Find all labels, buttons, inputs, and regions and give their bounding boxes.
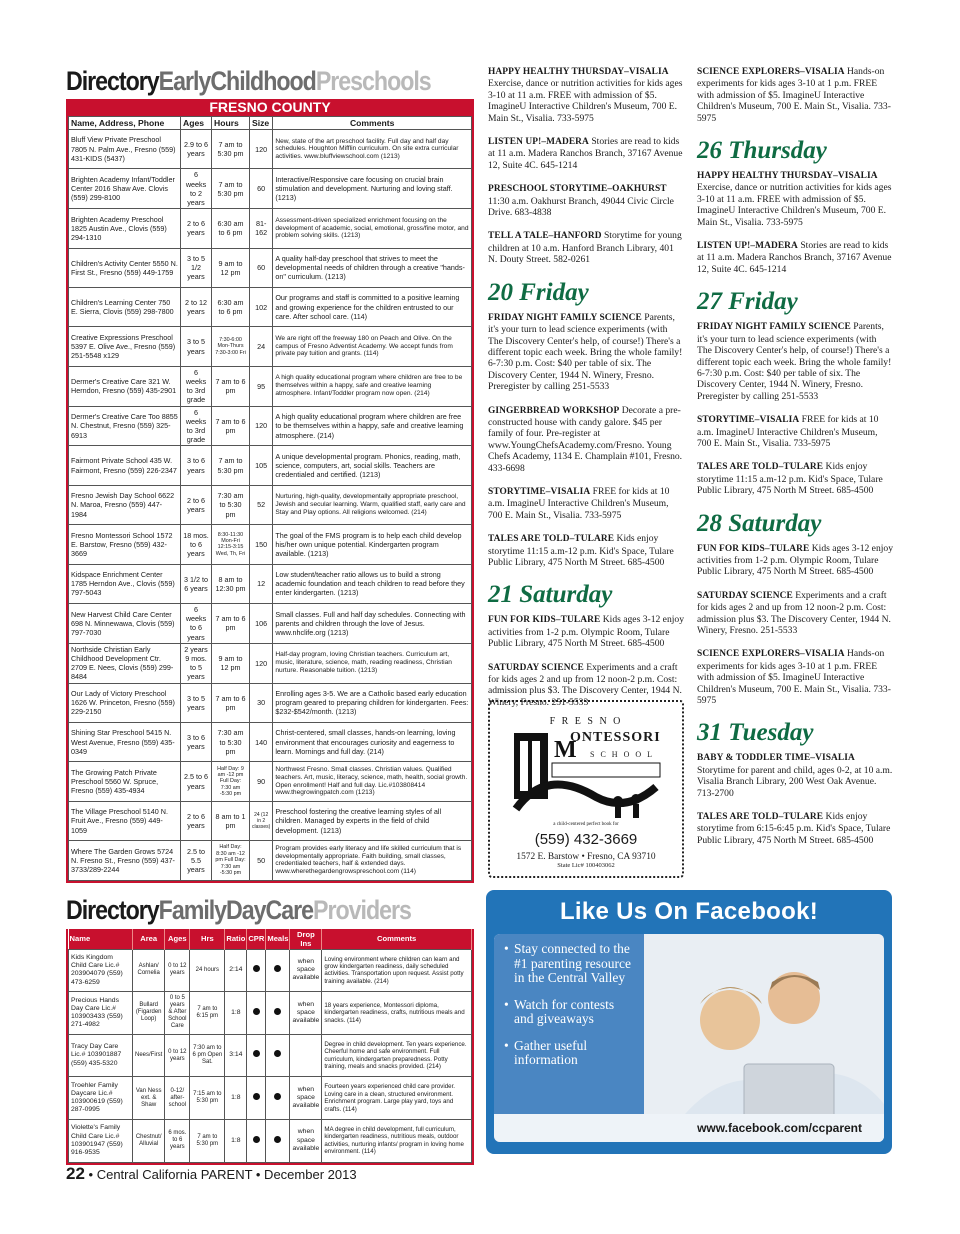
- preschool-comments-cell: New, state of the art preschool facility. Full day and half day schedules. Houghton Mifflin curriculum. On site extra curricular activities. www.bluffviewschool.com (1213): [273, 130, 472, 169]
- event-description: Kids enjoy storytime 11:15 a.m-12 p.m. Kid's Space, Tulare Public Library, 475 North M Street. 685-4500: [697, 461, 883, 497]
- calendar-event: [697, 648, 893, 706]
- preschool-comments-cell: A unique developmental program. Phonics, reading, math, science, computers, art, social skills. Teachers are credentialed and certified. (1213): [273, 446, 472, 485]
- preschool-hours-cell: Half Day: 8:30 am -12 pm Full Day: 7:30 am -5:30 pm: [212, 841, 250, 880]
- calendar-date-heading: 28 Saturday: [697, 509, 822, 537]
- event-title: PRESCHOOL STORYTIME–OAKHURST: [488, 184, 667, 195]
- event-description: Experiments and a craft for kids ages 2 and up from 12 noon-2 p.m. Cost: admission plus $3. The Discovery Center, 1944 N. Winery, Fresno. 251-5533: [488, 661, 682, 708]
- preschool-row: [69, 287, 472, 326]
- preschool-size-cell: 24 (12 in 2 classes): [250, 801, 273, 840]
- preschool-hours-cell: Half Day: 9 am -12 pm Full Day: 7:30 am -5:30 pm: [212, 762, 250, 801]
- event-description: Kids ages 3-12 enjoy activities from 1-2 p.m. Olympic Room, Tulare Public Library, 475 North M Street. 685-4500: [697, 542, 894, 578]
- event-title: SATURDAY SCIENCE: [488, 662, 584, 673]
- col-header-comments: Comments: [273, 117, 472, 130]
- preschool-size-cell: 30: [250, 683, 273, 722]
- family-cpr-cell: [247, 1034, 266, 1077]
- preschool-comments-cell: Low student/teacher ratio allows us to build a strong academic foundation and teach children to read before they enter kindergarten. (1213): [273, 564, 472, 603]
- event-title: SCIENCE EXPLORERS–VISALIA: [697, 67, 845, 77]
- preschool-hours-cell: 9 am to 12 pm: [212, 248, 250, 287]
- preschool-ages-cell: 18 mos. to 6 years: [181, 525, 212, 564]
- preschool-size-cell: 12: [250, 564, 273, 603]
- preschool-name-cell: The Village Preschool 5140 N. Fruit Ave., Fresno (559) 449-1059: [69, 801, 181, 840]
- calendar-event: [488, 136, 684, 171]
- preschool-hours-cell: 7 am to 5:30 pm: [212, 130, 250, 169]
- preschool-comments-cell: Preschool fostering the creative learning styles of all children. Managed by experts in the field of child development. (1213): [273, 801, 472, 840]
- preschool-ages-cell: 2.9 to 6 years: [181, 130, 212, 169]
- calendar-event: [488, 486, 684, 521]
- facebook-url-link[interactable]: www.facebook.com/ccparent: [494, 1114, 884, 1142]
- event-title: TALES ARE TOLD–TULARE: [697, 462, 824, 473]
- calendar-event: [697, 811, 893, 846]
- preschool-ages-cell: 6 weeks to 3rd grade: [181, 406, 212, 446]
- fam-header-name: Name: [69, 929, 133, 950]
- family-ages-cell: 0-12/ after-school: [165, 1077, 190, 1120]
- page-footer: [66, 1164, 357, 1184]
- event-description: Kids ages 3-12 enjoy activities from 1-2 p.m. Olympic Room, Tulare Public Library, 475 North M Street. 685-4500: [488, 614, 685, 650]
- col-header-name: Name, Address, Phone: [69, 117, 181, 130]
- family-ages-cell: 6 mos. to 6 years: [165, 1119, 190, 1162]
- calendar-event: [488, 66, 684, 124]
- family-meals-cell: [266, 992, 290, 1035]
- event-title: STORYTIME–VISALIA: [697, 415, 800, 426]
- family-name-cell: Violette's Family Child Care Lic.# 103901947 (559) 916-9535: [69, 1119, 133, 1162]
- cpr-dot-icon: [253, 965, 260, 972]
- family-dropins-cell: when space available: [290, 1077, 322, 1120]
- family-hrs-cell: 7:30 am to 6 pm Open Sat.: [190, 1034, 225, 1077]
- preschool-comments-cell: Small classes. Full and half day schedules. Connecting with parents and children through the love of Jesus. www.nhclife.org (1213): [273, 603, 472, 643]
- calendar-event: [697, 170, 893, 228]
- family-name-cell: Troehler Family Daycare Lic.# 103900619 (559) 287-0995: [69, 1077, 133, 1120]
- preschool-hours-cell: 7 am to 5:30 pm: [212, 446, 250, 485]
- montessori-fresno: F R E S N O: [549, 716, 623, 727]
- preschool-comments-cell: Nurturing, high-quality, developmentally appropriate preschool, Jewish and secular learning. Warm, qualified staff, early care and Stay and Play options. All religions welcomed. (214): [273, 485, 472, 524]
- preschool-hours-cell: 7 am to 6 pm: [212, 683, 250, 722]
- preschool-ages-cell: 6 weeks to 2 years: [181, 169, 212, 209]
- event-description: Parents, it's your turn to lead science experiments (with The Discovery Center's help, of course!) There's a different topic each week. Bring the whole family! 6-7:30 p.m. Cost: $40 per table of six. The Discovery Center, 1944 N. Winery, Fresno. Preregister by calling 251-5533: [697, 321, 892, 402]
- preschool-ages-cell: 2 to 6 years: [181, 801, 212, 840]
- event-title: HAPPY HEALTHY THURSDAY–VISALIA: [488, 67, 669, 77]
- fam-header-cpr: CPR: [247, 929, 266, 950]
- preschool-size-cell: 50: [250, 841, 273, 880]
- preschool-row: [69, 248, 472, 287]
- col-header-hours: Hours: [212, 117, 250, 130]
- event-description: Kids enjoy storytime 11:15 a.m-12 p.m. Kid's Space, Tulare Public Library, 475 North M Street. 685-4500: [488, 533, 674, 568]
- preschool-row: [69, 485, 472, 524]
- preschool-hours-cell: 8 am to 1 pm: [212, 801, 250, 840]
- family-row: [69, 1077, 472, 1120]
- family-dropins-cell: when space available: [290, 992, 322, 1035]
- preschool-name-cell: Northside Christian Early Childhood Development Ctr. 2709 E. Nees, Clovis (559) 299-8484: [69, 643, 181, 683]
- preschool-comments-cell: A high quality educational program where children are free to be themselves within a happy, safe and creative learning atmosphere. (214): [273, 406, 472, 446]
- event-description: Hands-on experiments for kids ages 3-10 at 1 p.m. FREE with admission of $5. ImagineU Interactive Children's Museum, 700 E. Main St., Visalia. 733-5975: [697, 66, 891, 124]
- event-description: Exercise, dance or nutrition activities for kids ages 3-10 at 11 a.m. FREE with admission of $5. ImagineU Interactive Children's Museum, 700 E. Main St., Visalia. 733-5975: [697, 182, 892, 228]
- preschool-row: [69, 801, 472, 840]
- preschool-name-cell: Where The Garden Grows 5724 N. Fresno St., Fresno (559) 437-3733/289-2244: [69, 841, 181, 880]
- family-cpr-cell: [247, 992, 266, 1035]
- preschool-ages-cell: 3 to 5 years: [181, 327, 212, 366]
- preschool-size-cell: 106: [250, 603, 273, 643]
- calendar-date-heading: 20 Friday: [488, 278, 589, 306]
- directory-column: [66, 62, 474, 1165]
- event-description: Kids enjoy storytime from 6:15-6:45 p.m. Kid's Space, Tulare Public Library, 475 North M Street. 685-4500: [697, 811, 891, 846]
- preschool-row: [69, 366, 472, 406]
- family-hrs-cell: 7 am to 6:15 pm: [190, 992, 225, 1035]
- event-description: Storytime for young children at 10 a.m. Hanford Branch Library, 401 N. Douty Street. 582-0261: [488, 230, 682, 266]
- family-ratio-cell: 1:8: [225, 1119, 247, 1162]
- preschool-ages-cell: 2 to 12 years: [181, 287, 212, 326]
- family-area-cell: Ashlan/ Cornelia: [133, 949, 165, 992]
- family-cpr-cell: [247, 1077, 266, 1120]
- calendar-event: [697, 752, 893, 799]
- family-area-cell: Bullard (Figarden Loop): [133, 992, 165, 1035]
- preschool-name-cell: Kidspace Enrichment Center 1785 Herndon Ave., Clovis (559) 797-5043: [69, 564, 181, 603]
- preschool-hours-cell: 7:30 am to 5:30 pm: [212, 485, 250, 524]
- preschool-ages-cell: 3 to 6 years: [181, 446, 212, 485]
- preschool-row: [69, 406, 472, 446]
- preschool-ages-cell: 2 years 9 mos. to 5 years: [181, 643, 212, 683]
- preschool-row: [69, 683, 472, 722]
- family-area-cell: Chestnut/ Alluvial: [133, 1119, 165, 1162]
- event-title: FRIDAY NIGHT FAMILY SCIENCE: [697, 322, 851, 333]
- preschool-size-cell: 60: [250, 248, 273, 287]
- fam-header-ages: Ages: [165, 929, 190, 950]
- preschool-hours-cell: 7 am to 5:30 pm: [212, 169, 250, 209]
- preschool-comments-cell: A high quality educational program where children are free to be themselves within a happy, safe and creative learning atmosphere. Infant/Toddler program now open. (214): [273, 366, 472, 406]
- event-title: FRIDAY NIGHT FAMILY SCIENCE: [488, 312, 642, 323]
- calendar-event: [488, 405, 684, 474]
- preschool-size-cell: 90: [250, 762, 273, 801]
- calendar-date-heading: 31 Tuesday: [697, 719, 814, 747]
- preschool-name-cell: Dermer's Creative Care 321 W. Herndon, Fresno (559) 435-2901: [69, 366, 181, 406]
- preschool-hours-cell: 8 am to 12:30 pm: [212, 564, 250, 603]
- preschool-ages-cell: 2 to 6 years: [181, 485, 212, 524]
- svg-text:M: M: [554, 737, 577, 763]
- fam-header-area: Area: [133, 929, 165, 950]
- meals-dot-icon: [274, 1008, 281, 1015]
- fam-header-hrs: Hrs: [190, 929, 225, 950]
- calendar-event: [488, 230, 684, 265]
- calendar-event: [697, 66, 893, 124]
- preschool-size-cell: 52: [250, 485, 273, 524]
- cpr-dot-icon: [253, 1050, 260, 1057]
- benefit-item: • Watch for contests and giveaways: [504, 998, 632, 1027]
- event-title: LISTEN UP!–MADERA: [488, 137, 589, 148]
- footer-text: • Central California PARENT • December 2013: [88, 1167, 357, 1182]
- county-banner: FRESNO COUNTY: [66, 99, 474, 116]
- preschool-table-frame: [66, 116, 474, 883]
- preschool-table: [68, 116, 472, 881]
- preschool-ages-cell: 2 to 6 years: [181, 209, 212, 248]
- preschool-name-cell: Brighten Academy Infant/Toddler Center 2016 Shaw Ave. Clovis (559) 299-8100: [69, 169, 181, 209]
- event-description: Storytime for parent and child, ages 0-2, at 10 a.m. Visalia Branch Library, 200 West Oak Avenue. 713-2700: [697, 764, 893, 799]
- family-row: [69, 1034, 472, 1077]
- family-hrs-cell: 24 hours: [190, 949, 225, 992]
- preschool-comments-cell: We are right off the freeway 180 on Peach and Olive. On the campus of Fresno Adventist Academy. We accept funds from private pay tuition and grants. (114): [273, 327, 472, 366]
- event-description: Exercise, dance or nutrition activities for kids ages 3-10 at 11 a.m. FREE with admission of $5. ImagineU Interactive Children's Museum, 700 E. Main St., Visalia. 733-5975: [488, 78, 683, 124]
- preschool-size-cell: 120: [250, 643, 273, 683]
- event-description: Stories are read to kids at 11 a.m. Madera Ranchos Branch, 37167 Avenue 12, Suite 4C. 645-1214: [488, 136, 683, 171]
- facebook-ad-panel: [494, 934, 884, 1142]
- event-description: Parents, it's your turn to lead science experiments (with The Discovery Center's help, of course!) There's a different topic each week. Bring the whole family! 6-7:30 p.m. Cost: $40 per table of six. The Discovery Center, 1944 N. Winery, Fresno. Preregister by calling 251-5533: [488, 311, 683, 393]
- preschool-hours-cell: 7 am to 6 pm: [212, 603, 250, 643]
- preschool-hours-cell: 7 am to 6 pm: [212, 406, 250, 446]
- fam-header-comments: Comments: [322, 929, 472, 950]
- family-dropins-cell: when space available: [290, 949, 322, 992]
- event-description: Stories are read to kids at 11 a.m. Madera Ranchos Branch, 37167 Avenue 12, Suite 4C. 645-1214: [697, 240, 892, 275]
- preschool-hours-cell: 9 am to 12 pm: [212, 643, 250, 683]
- preschool-name-cell: Brighten Academy Preschool 1825 Austin Ave., Clovis (559) 294-1310: [69, 209, 181, 248]
- montessori-address: 1572 E. Barstow • Fresno, CA 93710: [516, 852, 656, 862]
- preschool-comments-cell: Half-day program, loving Christian teachers. Curriculum art, music, literature, science, math, reading readiness, Christian nurture. Reasonable tuition. (1213): [273, 643, 472, 683]
- preschool-hours-cell: 8:30-11:30 Mon-Fri 12:15-3:15 Wed, Th, Fri: [212, 525, 250, 564]
- preschool-ages-cell: 2.5 to 6 years: [181, 762, 212, 801]
- family-name-cell: Tracy Day Care Lic.# 103901887 (559) 435-5320: [69, 1034, 133, 1077]
- preschool-row: [69, 643, 472, 683]
- preschool-size-cell: 95: [250, 366, 273, 406]
- preschool-directory-title: DirectoryEarlyChildhoodPreschools: [66, 66, 431, 96]
- event-title: LISTEN UP!–MADERA: [697, 241, 798, 252]
- preschool-size-cell: 81-162: [250, 209, 273, 248]
- preschool-row: [69, 564, 472, 603]
- family-row: [69, 949, 472, 992]
- preschool-name-cell: Dermer's Creative Care Too 8855 N. Chestnut, Fresno (559) 325-6913: [69, 406, 181, 446]
- event-description: Hands-on experiments for kids ages 3-10 at 1 p.m. FREE with admission of $5. ImagineU Interactive Children's Museum, 700 E. Main St., Visalia. 733-5975: [697, 648, 891, 707]
- preschool-hours-cell: 7:30-6:00 Mon-Thurs 7:30-3:00 Fri: [212, 327, 250, 366]
- fam-header-dropins: Drop Ins: [290, 929, 322, 950]
- benefit-item: • Stay connected to the #1 parenting resource in the Central Valley: [504, 942, 632, 986]
- family-meals-cell: [266, 1119, 290, 1162]
- preschool-row: [69, 209, 472, 248]
- facebook-benefits-list: [504, 942, 632, 1080]
- family-hrs-cell: 7 am to 5:30 pm: [190, 1119, 225, 1162]
- calendar-event: [697, 414, 893, 449]
- calendar-event: [697, 590, 893, 637]
- preschool-row: [69, 130, 472, 169]
- preschool-size-cell: 105: [250, 446, 273, 485]
- family-table: [68, 929, 472, 1163]
- montessori-ad[interactable]: [488, 700, 684, 878]
- event-title: HAPPY HEALTHY THURSDAY–VISALIA: [697, 171, 878, 182]
- family-comments-cell: Fourteen years experienced child care provider. Loving care in a clean, structured environment. Enrichment program. Large play yard, toys and crafts. (114): [322, 1077, 472, 1120]
- event-title: GINGERBREAD WORKSHOP: [488, 405, 620, 416]
- preschool-size-cell: 60: [250, 169, 273, 209]
- facebook-ad[interactable]: [486, 890, 892, 1154]
- col-header-size: Size: [250, 117, 273, 130]
- fam-header-ratio: Ratio: [225, 929, 247, 950]
- calendar-event: [488, 533, 684, 568]
- calendar-event: [697, 461, 893, 496]
- family-comments-cell: MA degree in child development, full curriculum, kindergarten readiness, nutritious meals, outdoor activities, nurturing infants/ program in loving home environment. (114): [322, 1119, 472, 1162]
- preschool-ages-cell: 6 weeks to 6 years: [181, 603, 212, 643]
- preschool-row: [69, 446, 472, 485]
- family-comments-cell: 18 years experience, Montessori diploma, kindergarten readiness, crafts, nutritious meals and snacks. (114): [322, 992, 472, 1035]
- preschool-name-cell: Fresno Montessori School 1572 E. Barstow, Fresno (559) 432-3669: [69, 525, 181, 564]
- preschool-row: [69, 169, 472, 209]
- preschool-size-cell: 24: [250, 327, 273, 366]
- meals-dot-icon: [274, 1136, 281, 1143]
- preschool-size-cell: 120: [250, 130, 273, 169]
- event-description: 11:30 a.m. Oakhurst Branch, 49044 Civic Circle Drive. 683-4838: [488, 195, 674, 219]
- event-title: FUN FOR KIDS–TULARE: [488, 615, 601, 626]
- event-description: FREE for kids at 10 a.m. ImagineU Interactive Children's Museum, 700 E. Main St., Visalia. 733-5975: [697, 414, 879, 449]
- family-name-cell: Kids Kingdom Child Care Lic.# 203904079 (559) 473-6259: [69, 949, 133, 992]
- family-comments-cell: Loving environment where children can learn and grow kindergarten readiness, daily scheduled activities. Transportation upon request. Assist potty training available. (214): [322, 949, 472, 992]
- event-description: Decorate a pre-constructed house with candy galore. $45 per family of four. Pre-register at www.YoungChefsAcademy.com/Fresno. Young Chefs Academy, 1134 E. Champlain #101, Fresno. 433-6698: [488, 404, 683, 474]
- family-ages-cell: 0 to 12 years: [165, 1034, 190, 1077]
- family-ratio-cell: 2:14: [225, 949, 247, 992]
- preschool-comments-cell: Christ-centered, small classes, hands-on learning, loving environment that encourages curiosity and eagerness to learn. Mornings and full day. (214): [273, 722, 472, 761]
- family-directory-title: DirectoryFamilyDayCareProviders: [66, 894, 411, 925]
- preschool-comments-cell: Interactive/Responsive care focusing on crucial brain stimulation and development. Nurturing and loving staff. (1213): [273, 169, 472, 209]
- calendar-event: [488, 312, 684, 393]
- montessori-license: State Lic# 100403062: [557, 862, 615, 869]
- family-meals-cell: [266, 1077, 290, 1120]
- preschool-size-cell: 150: [250, 525, 273, 564]
- montessori-school: S C H O O L: [590, 750, 655, 759]
- col-header-ages: Ages: [181, 117, 212, 130]
- family-dropins-cell: [290, 1034, 322, 1077]
- family-table-frame: [66, 929, 474, 1165]
- preschool-hours-cell: 7:30 am to 5:30 pm: [212, 722, 250, 761]
- preschool-comments-cell: Enrolling ages 3-5. We are a Catholic based early education program geared to preparing children for kindergarten. Fees: $232-$542/month. (1213): [273, 683, 472, 722]
- event-description: Experiments and a craft for kids ages 2 and up from 12 noon-2 p.m. Cost: admission plus $3. The Discovery Center, 1944 N. Winery, Fresno. 251-5533: [697, 589, 891, 636]
- preschool-name-cell: Children's Activity Center 5550 N. First St., Fresno (559) 449-1759: [69, 248, 181, 287]
- calendar-event: [697, 321, 893, 402]
- preschool-comments-cell: Program provides early literacy and life skilled curriculum that is developmentally appropriate. Faith building, small classes, credentialed teachers, half & extended days. www.wherethegardengrowspreschool.com (114): [273, 841, 472, 880]
- family-ratio-cell: 1:8: [225, 992, 247, 1035]
- family-ages-cell: 0 to 5 years & After School Care: [165, 992, 190, 1035]
- family-meals-cell: [266, 949, 290, 992]
- event-title: FUN FOR KIDS–TULARE: [697, 543, 810, 554]
- event-title: TALES ARE TOLD–TULARE: [488, 534, 615, 545]
- event-title: BABY & TODDLER TIME–VISALIA: [697, 753, 855, 764]
- family-meals-cell: [266, 1034, 290, 1077]
- family-comments-cell: Degree in child development. Ten years experience. Cheerful home and safe environment. Full curriculum, kindergarten preparedness. Potty training, meals and snacks provided. (214): [322, 1034, 472, 1077]
- preschool-name-cell: Fairmont Private School 435 W. Fairmont, Fresno (559) 226-2347: [69, 446, 181, 485]
- preschool-ages-cell: 6 weeks to 3rd grade: [181, 366, 212, 406]
- calendar-event: [697, 543, 893, 578]
- event-title: STORYTIME–VISALIA: [488, 486, 591, 497]
- preschool-name-cell: Shining Star Preschool 5415 N. West Avenue, Fresno (559) 435-0349: [69, 722, 181, 761]
- preschool-name-cell: Our Lady of Victory Preschool 1626 W. Princeton, Fresno (559) 229-2150: [69, 683, 181, 722]
- event-title: SATURDAY SCIENCE: [697, 590, 793, 601]
- event-description: FREE for kids at 10 a.m. ImagineU Interactive Children's Museum, 700 E. Main St., Visalia. 733-5975: [488, 485, 670, 521]
- cpr-dot-icon: [253, 1136, 260, 1143]
- calendar-date-heading: 27 Friday: [697, 288, 798, 316]
- family-ratio-cell: 3:14: [225, 1034, 247, 1077]
- family-cpr-cell: [247, 949, 266, 992]
- family-hrs-cell: 7:15 am to 5:30 pm: [190, 1077, 225, 1120]
- preschool-name-cell: Fresno Jewish Day School 6622 N. Maroa, Fresno (559) 447-1984: [69, 485, 181, 524]
- family-area-cell: Nees/First: [133, 1034, 165, 1077]
- preschool-ages-cell: 2.5 to 5.5 years: [181, 841, 212, 880]
- preschool-row: [69, 525, 472, 564]
- family-cpr-cell: [247, 1119, 266, 1162]
- calendar-date-heading: 26 Thursday: [697, 137, 827, 165]
- calendar-column-3: [697, 66, 893, 858]
- preschool-name-cell: Creative Expressions Preschool 5397 E. Olive Ave., Fresno (559) 251-5548 x129: [69, 327, 181, 366]
- preschool-row: [69, 327, 472, 366]
- calendar-date-heading: 21 Saturday: [488, 581, 613, 609]
- montessori-phone[interactable]: (559) 432-3669: [534, 831, 638, 848]
- preschool-ages-cell: 3 to 5 1/2 years: [181, 248, 212, 287]
- calendar-event: [488, 614, 684, 649]
- montessori-wordmark: ONTESSORI: [570, 730, 661, 745]
- event-title: TALES ARE TOLD–TULARE: [697, 812, 824, 823]
- preschool-ages-cell: 3 to 5 years: [181, 683, 212, 722]
- preschool-name-cell: Bluff View Private Preschool 7805 N. Palm Ave., Fresno (559) 431-KIDS (5437): [69, 130, 181, 169]
- preschool-size-cell: 120: [250, 406, 273, 446]
- preschool-ages-cell: 3 1/2 to 6 years: [181, 564, 212, 603]
- page-number: 22: [66, 1164, 85, 1183]
- preschool-comments-cell: Northwest Fresno. Small classes. Christian values. Qualified teachers. Art, music, literacy, science, math, health, social growth. Open enrollment! Half and full day. Lic.#103808414 www.thegrowingpatch.com (1213): [273, 762, 472, 801]
- preschool-name-cell: Children's Learning Center 750 E. Sierra, Clovis (559) 298-7800: [69, 287, 181, 326]
- preschool-row: [69, 841, 472, 880]
- family-dropins-cell: when space available: [290, 1119, 322, 1162]
- preschool-row: [69, 762, 472, 801]
- preschool-comments-cell: A quality half-day preschool that strives to meet the developmental needs of children through a creative "hands-on" curriculum. (1213): [273, 248, 472, 287]
- calendar-event: [697, 240, 893, 275]
- preschool-comments-cell: Our programs and staff is committed to a positive learning and growing experience for the children entrusted to our care. After school care. (114): [273, 287, 472, 326]
- family-ages-cell: 0 to 12 years: [165, 949, 190, 992]
- facebook-ad-title: Like Us On Facebook!: [559, 898, 819, 925]
- preschool-ages-cell: 3 to 6 years: [181, 722, 212, 761]
- preschool-comments-cell: Assessment-driven specialized enrichment focusing on the development of academic, social, emotional, gross/fine motor, and problem solving skills. (1213): [273, 209, 472, 248]
- calendar-column-2: [488, 66, 684, 720]
- cpr-dot-icon: [253, 1093, 260, 1100]
- montessori-tagline: a child-centered perfect book for: [553, 822, 619, 827]
- event-title: TELL A TALE–HANFORD: [488, 231, 602, 242]
- calendar-event: [488, 183, 684, 218]
- preschool-size-cell: 140: [250, 722, 273, 761]
- family-row: [69, 992, 472, 1035]
- cpr-dot-icon: [253, 1008, 260, 1015]
- preschool-hours-cell: 6:30 am to 6 pm: [212, 287, 250, 326]
- preschool-row: [69, 722, 472, 761]
- preschool-name-cell: The Growing Patch Private Preschool 5560 W. Spruce, Fresno (559) 435-4934: [69, 762, 181, 801]
- preschool-hours-cell: 7 am to 6 pm: [212, 366, 250, 406]
- meals-dot-icon: [274, 1050, 281, 1057]
- preschool-row: [69, 603, 472, 643]
- preschool-comments-cell: The goal of the FMS program is to help each child develop his/her own unique potential. Kindergarten program available. (1213): [273, 525, 472, 564]
- benefit-item: • Gather useful information: [504, 1039, 632, 1068]
- family-ratio-cell: 1:8: [225, 1077, 247, 1120]
- event-title: SCIENCE EXPLORERS–VISALIA: [697, 649, 845, 660]
- meals-dot-icon: [274, 965, 281, 972]
- fam-header-meals: Meals: [266, 929, 290, 950]
- meals-dot-icon: [274, 1093, 281, 1100]
- family-row: [69, 1119, 472, 1162]
- preschool-name-cell: New Harvest Child Care Center 698 N. Minnewawa, Clovis (559) 797-7030: [69, 603, 181, 643]
- family-name-cell: Precious Hands Day Care Lic.# 103903433 (559) 271-4982: [69, 992, 133, 1035]
- preschool-size-cell: 102: [250, 287, 273, 326]
- family-area-cell: Van Ness ext. & Shaw: [133, 1077, 165, 1120]
- preschool-hours-cell: 6:30 am to 6 pm: [212, 209, 250, 248]
